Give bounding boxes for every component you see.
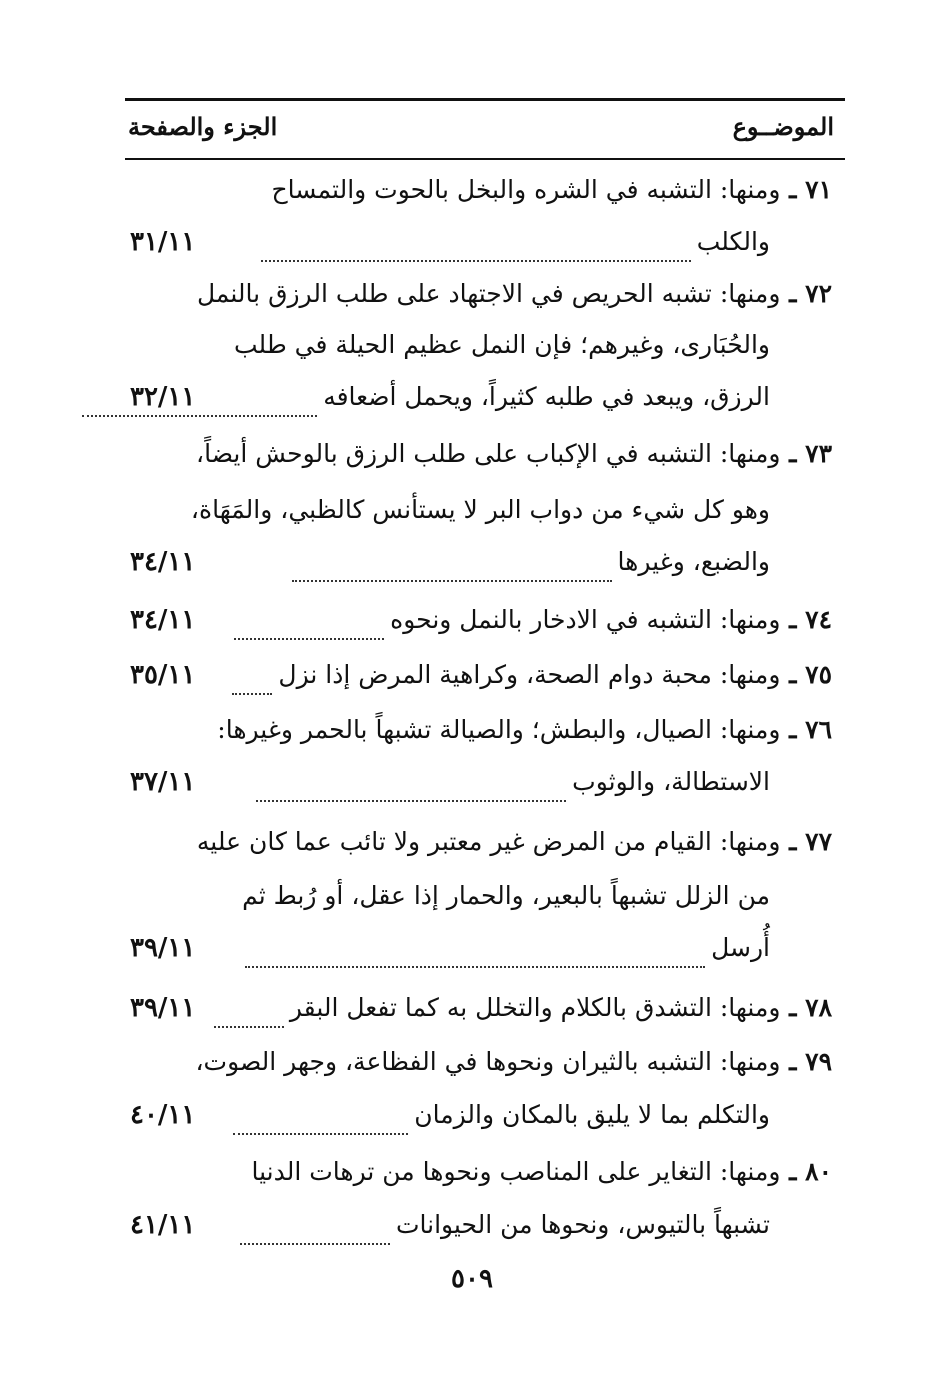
dot-leader [232,669,272,695]
header-topic-label: الموضــوع [732,112,834,141]
dot-leader [234,614,384,640]
entry-number: ٧٩ ـ [780,1047,832,1076]
entry-page-reference: ٣١/١١ [130,227,196,257]
entry-text: والضبع، وغيرها [617,547,770,576]
entry-page-reference: ٣٥/١١ [130,660,196,690]
entry-number: ٧٤ ـ [780,605,832,634]
dot-leader [292,556,612,582]
entry-page-reference: ٣٤/١١ [130,547,196,577]
toc-entry-line [132,655,832,695]
entry-page-reference: ٣٩/١١ [130,933,196,963]
entry-number: ٧٢ ـ [780,279,832,308]
toc-entry-line [132,822,832,862]
toc-entry-line [132,325,832,365]
dot-leader [82,391,317,417]
entry-text: والتكلم بما لا يليق بالمكان والزمان [414,1100,770,1129]
toc-entry-line [132,274,832,314]
toc-entry-line [132,222,832,262]
toc-entry-line [132,1095,832,1135]
toc-entry-line [132,928,832,968]
entry-text: أُرسل [711,933,770,962]
entry-number: ٧١ ـ [780,175,832,204]
toc-entry-line [132,1152,832,1192]
entry-text: والحُبَارى، وغيرهم؛ فإن النمل عظيم الحيلة في طلب [234,330,770,359]
entry-page-reference: ٣٩/١١ [130,993,196,1023]
entry-page-reference: ٣٤/١١ [130,605,196,635]
entry-text: الاستطالة، والوثوب [572,767,770,796]
page-number: ٥٠٩ [451,1264,493,1294]
toc-entry-line [132,170,832,210]
entry-text: ومنها: التغاير على المناصب ونحوها من ترهات الدنيا [251,1157,781,1186]
entry-text: ومنها: القيام من المرض غير معتبر ولا تائب عما كان عليه [196,827,781,856]
entry-text: ومنها: التشبه في الشره والبخل بالحوت والتمساح [271,175,781,204]
entry-number: ٧٥ ـ [780,660,832,689]
entry-text: تشبهاً بالتيوس، ونحوها من الحيوانات [395,1210,770,1239]
entry-text: الرزق، ويبعد في طلبه كثيراً، ويحمل أضعافه [323,382,770,411]
toc-entry-line [132,377,832,417]
entry-text: ومنها: التشبه بالثيران ونحوها في الفظاعة، وجهر الصوت، [195,1047,781,1076]
toc-entry-line [132,1205,832,1245]
toc-entry-line [132,1042,832,1082]
toc-entry-line [132,490,832,530]
toc-entry-line [132,762,832,802]
toc-entry-line [132,542,832,582]
dot-leader [261,236,691,262]
entry-text: ومنها: التشدق بالكلام والتخلل به كما تفعل البقر [289,993,781,1022]
entry-number: ٧٣ ـ [780,439,832,468]
entry-text: من الزلل تشبهاً بالبعير، والحمار إذا عقل، أو رُبط ثم [242,881,770,910]
toc-entry-line [132,876,832,916]
entry-page-reference: ٣٢/١١ [130,382,196,412]
entry-number: ٧٧ ـ [780,827,832,856]
entry-number: ٨٠ ـ [780,1157,832,1186]
entry-text: ومنها: الصيال، والبطش؛ والصيالة تشبهاً بالحمر وغيرها: [217,715,781,744]
dot-leader [256,776,566,802]
dot-leader [214,1002,284,1028]
entry-text: ومنها: التشبه في الإكباب على طلب الرزق بالوحش أيضاً، [196,439,781,468]
toc-entry-line [132,988,832,1028]
toc-entry-line [132,600,832,640]
entry-text: وهو كل شيء من دواب البر لا يستأنس كالظبي، والمَهَاة، [190,495,770,524]
entry-page-reference: ٤١/١١ [130,1210,196,1240]
header-page-label: الجزء والصفحة [128,112,278,141]
entry-text: ومنها: التشبه في الادخار بالنمل ونحوه [390,605,781,634]
entry-text: ومنها: تشبه الحريص في الاجتهاد على طلب الرزق بالنمل [197,279,781,308]
entry-page-reference: ٤٠/١١ [130,1100,196,1130]
dot-leader [240,1219,390,1245]
dot-leader [245,942,705,968]
entry-page-reference: ٣٧/١١ [130,767,196,797]
entry-number: ٧٦ ـ [780,715,832,744]
entry-text: ومنها: محبة دوام الصحة، وكراهية المرض إذا نزل [278,660,781,689]
dot-leader [233,1109,408,1135]
toc-entry-line [132,434,832,474]
entry-number: ٧٨ ـ [780,993,832,1022]
entry-text: والكلب [696,227,770,256]
toc-entry-line [132,710,832,750]
